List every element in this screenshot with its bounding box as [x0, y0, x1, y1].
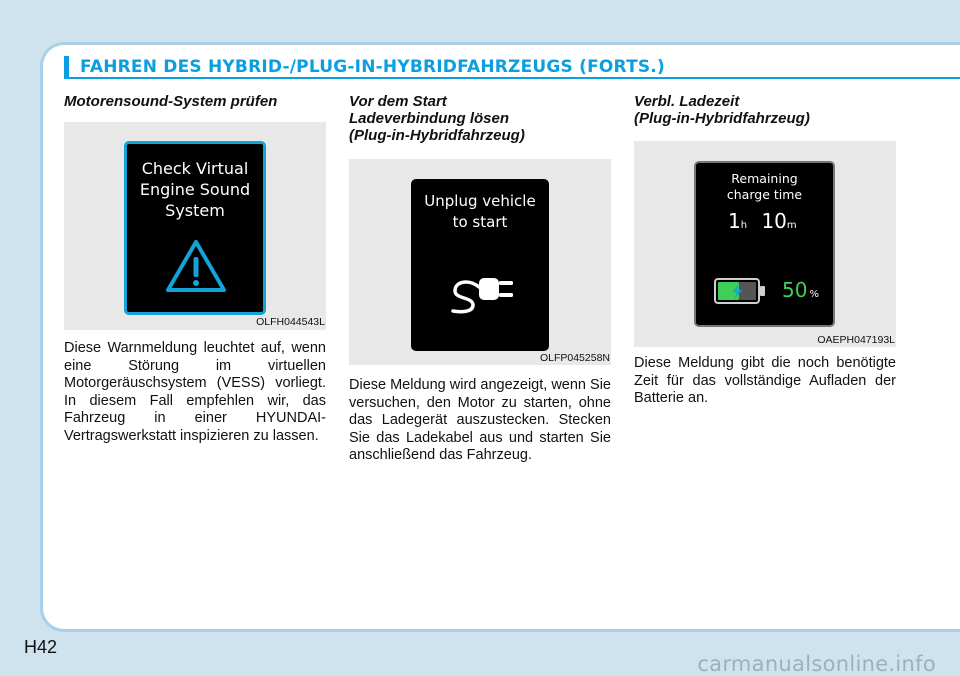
- unplug-line-2: to start: [452, 213, 508, 231]
- figure-charge-time: [634, 141, 896, 347]
- charge-minutes: 10: [761, 209, 787, 233]
- body-vess: Diese Warnmeldung leuchtet auf, wenn eine Störung im virtuellen Motorgeräuschsystem (VESS) vorliegt. In diesem Fall empfehlen wir, das Fahrzeug in einer HYUNDAI-Vertragswerkstatt inspizieren zu lassen.: [64, 340, 326, 444]
- unplug-display: [411, 179, 549, 351]
- heading-unplug: Vor dem Start Ladeverbindung lösen (Plug-in-Hybridfahrzeug): [349, 93, 525, 144]
- body-charge-time: Diese Meldung gibt die noch benötigte Zeit für das vollständige Aufladen der Batterie an.: [634, 355, 896, 406]
- charge-line-2: charge time: [726, 187, 803, 202]
- body-unplug: Diese Meldung wird angezeigt, wenn Sie versuchen, den Motor zu starten, ohne das Ladegerät auszustecken. Stecken Sie das Ladekabel aus und starten Sie anschließend das Fahrzeug.: [349, 377, 611, 463]
- header-rule: [64, 77, 960, 79]
- battery-charging-icon: [714, 277, 768, 305]
- charge-time-display: [694, 161, 835, 327]
- figure-code-unplug: OLFP045258N: [539, 352, 610, 364]
- charge-hours-unit: h: [740, 220, 748, 231]
- page-number: H42: [24, 637, 58, 657]
- charge-time-value: [728, 209, 797, 233]
- figure-vess: [64, 122, 326, 330]
- unplug-line-1: Unplug vehicle: [424, 192, 536, 210]
- column-vess: [64, 93, 326, 110]
- vess-line-3: System: [165, 201, 225, 220]
- charge-minutes-unit: m: [786, 220, 797, 231]
- heading-vess: Motorensound-System prüfen: [64, 93, 278, 110]
- charge-line-1: Remaining: [731, 171, 798, 186]
- battery-percent-unit: %: [809, 289, 819, 300]
- vess-line-2: Engine Sound: [139, 180, 251, 199]
- figure-code-charge-time: OAEPH047193L: [817, 334, 895, 346]
- vess-line-1: Check Virtual: [141, 159, 249, 178]
- vess-display: [124, 141, 266, 315]
- section-title: FAHREN DES HYBRID-/PLUG-IN-HYBRIDFAHRZEUGS (FORTS.): [80, 57, 665, 77]
- column-charge-time: [634, 93, 896, 127]
- figure-code-vess: OLFH044543L: [256, 316, 325, 328]
- heading-charge-time: Verbl. Ladezeit (Plug-in-Hybridfahrzeug): [634, 93, 810, 127]
- figure-unplug: [349, 159, 611, 365]
- battery-percent-value: 50: [782, 278, 808, 302]
- header-accent-bar: [64, 56, 69, 78]
- column-unplug: [349, 93, 611, 144]
- charging-plug-icon: [451, 269, 519, 315]
- battery-percent: [782, 278, 819, 302]
- charge-hours: 1: [728, 209, 741, 233]
- warning-triangle-icon: [165, 239, 227, 293]
- watermark: carmanualsonline.info: [697, 652, 936, 676]
- section-header: [64, 56, 960, 78]
